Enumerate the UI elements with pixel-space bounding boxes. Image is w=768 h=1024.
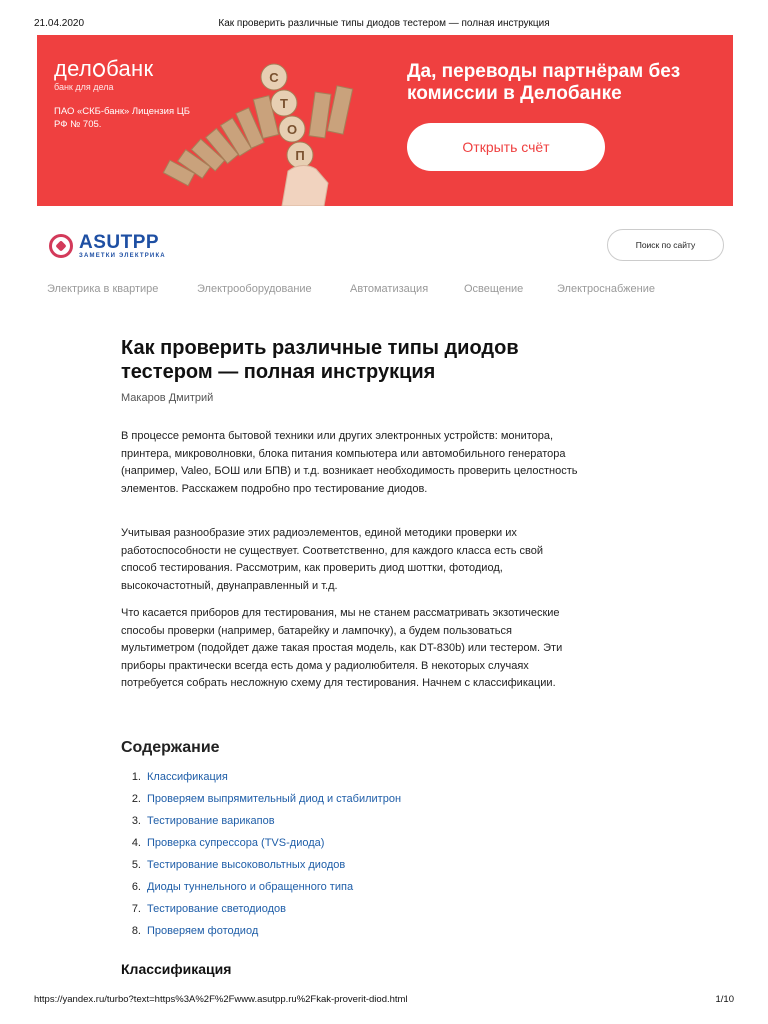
nav-item-automation[interactable]: Автоматизация (350, 283, 429, 295)
toc-number: 6. (131, 881, 141, 893)
article (121, 336, 581, 977)
ad-headline: Да, переводы партнёрам без комиссии в Делобанке (407, 61, 681, 104)
toc-item (121, 810, 401, 832)
article-title: Как проверить различные типы диодов тестером — полная инструкция (121, 337, 519, 383)
ad-logo-mark (93, 63, 105, 77)
toc-link-photodiode[interactable]: Проверяем фотодиод (147, 925, 259, 937)
ad-license: ПАО «СКБ-банк» Лицензия ЦБ РФ № 705. (54, 106, 191, 130)
nav-item-lighting[interactable]: Освещение (464, 283, 524, 295)
toc-item (121, 898, 401, 920)
logo-text: ASUTPP (79, 232, 160, 253)
logo-subtitle: ЗАМЕТКИ ЭЛЕКТРИКА (79, 253, 166, 259)
toc-item (121, 920, 401, 942)
toc-number: 2. (131, 793, 141, 805)
toc-number: 5. (131, 859, 141, 871)
print-url: https://yandex.ru/turbo?text=https%3A%2F%2Fwww.asutpp.ru%2Fkak-proverit-diod.html (34, 994, 408, 1005)
toc-item (121, 854, 401, 876)
search-button[interactable]: Поиск по сайту (607, 229, 724, 261)
block-letter-2: Т (280, 96, 288, 111)
table-of-contents (121, 766, 401, 942)
article-paragraph: Что касается приборов для тестирования, мы не станем рассматривать экзотические способы проверки (например, батарейку и лампочку), а будем пользоваться мультиметром (подойдет даже такая простая модель, как DT-830b) или тестером. Эти приборы практически всегда есть дома у радиолюбителя. В некоторых случаях потребуется собрать несложную схему для тестирования. Начнем с классификации. (121, 607, 563, 689)
nav-item-electrics-apartment[interactable]: Электрика в квартире (47, 283, 159, 295)
article-paragraph: В процессе ремонта бытовой техники или других электронных устройств: монитора, принтера, микроволновки, блока питания компьютера или автомобильного генератора (например, Valeo, БОШ или БПВ) и т.д. возникает необходимость проверить целостность элементов. Расскажем подробно про тестирование диодов. (121, 430, 578, 495)
main-nav (37, 283, 733, 301)
toc-number: 1. (131, 771, 141, 783)
print-header (0, 0, 768, 34)
toc-link-varicaps[interactable]: Тестирование варикапов (147, 815, 275, 827)
site-header (37, 212, 733, 272)
toc-link-tvs-diode[interactable]: Проверка супрессора (TVS-диода) (147, 837, 325, 849)
domino-blocks-illustration (132, 51, 377, 206)
print-title: Как проверить различные типы диодов тестером — полная инструкция (218, 18, 550, 29)
toc-heading: Содержание (121, 739, 220, 756)
print-date: 21.04.2020 (34, 18, 85, 29)
block-letter-1: С (269, 70, 279, 85)
block-letter-3: О (286, 122, 298, 137)
article-author[interactable]: Макаров Дмитрий (121, 392, 214, 404)
site-logo[interactable] (49, 232, 189, 264)
ad-logo-part1: дел (54, 56, 93, 81)
logo-icon (49, 234, 73, 258)
ad-banner[interactable] (37, 35, 733, 206)
print-footer (0, 992, 768, 1012)
print-page-number: 1/10 (715, 994, 734, 1005)
toc-number: 7. (131, 903, 141, 915)
nav-item-power-supply[interactable]: Электроснабжение (557, 283, 655, 295)
toc-item (121, 876, 401, 898)
toc-link-tunnel-diodes[interactable]: Диоды туннельного и обращенного типа (147, 881, 354, 893)
nav-item-electrical-equipment[interactable]: Электрооборудование (197, 283, 312, 295)
section-title: Классификация (121, 961, 232, 977)
toc-number: 8. (131, 925, 141, 937)
ad-tagline: банк для дела (54, 82, 114, 92)
toc-link-classification[interactable]: Классификация (147, 771, 228, 783)
toc-number: 3. (131, 815, 141, 827)
open-account-button[interactable]: Открыть счёт (407, 123, 605, 171)
toc-link-rectifier-diode[interactable]: Проверяем выпрямительный диод и стабилитрон (147, 793, 402, 805)
toc-item (121, 788, 401, 810)
toc-link-leds[interactable]: Тестирование светодиодов (147, 903, 286, 915)
toc-link-high-voltage-diodes[interactable]: Тестирование высоковольтных диодов (147, 859, 346, 871)
toc-item (121, 766, 401, 788)
ad-logo-part2: банк (106, 56, 154, 81)
hand-illustration (282, 165, 328, 206)
toc-number: 4. (131, 837, 141, 849)
block-letter-4: П (295, 148, 305, 163)
toc-item (121, 832, 401, 854)
article-paragraph: Учитывая разнообразие этих радиоэлементов, единой методики проверки их работоспособности не существует. Соответственно, для каждого класса есть свой способ тестирования. Рассмотрим, как проверить диод шоттки, фотодиод, высокочастотный, двунаправленный и т.д. (121, 527, 544, 592)
